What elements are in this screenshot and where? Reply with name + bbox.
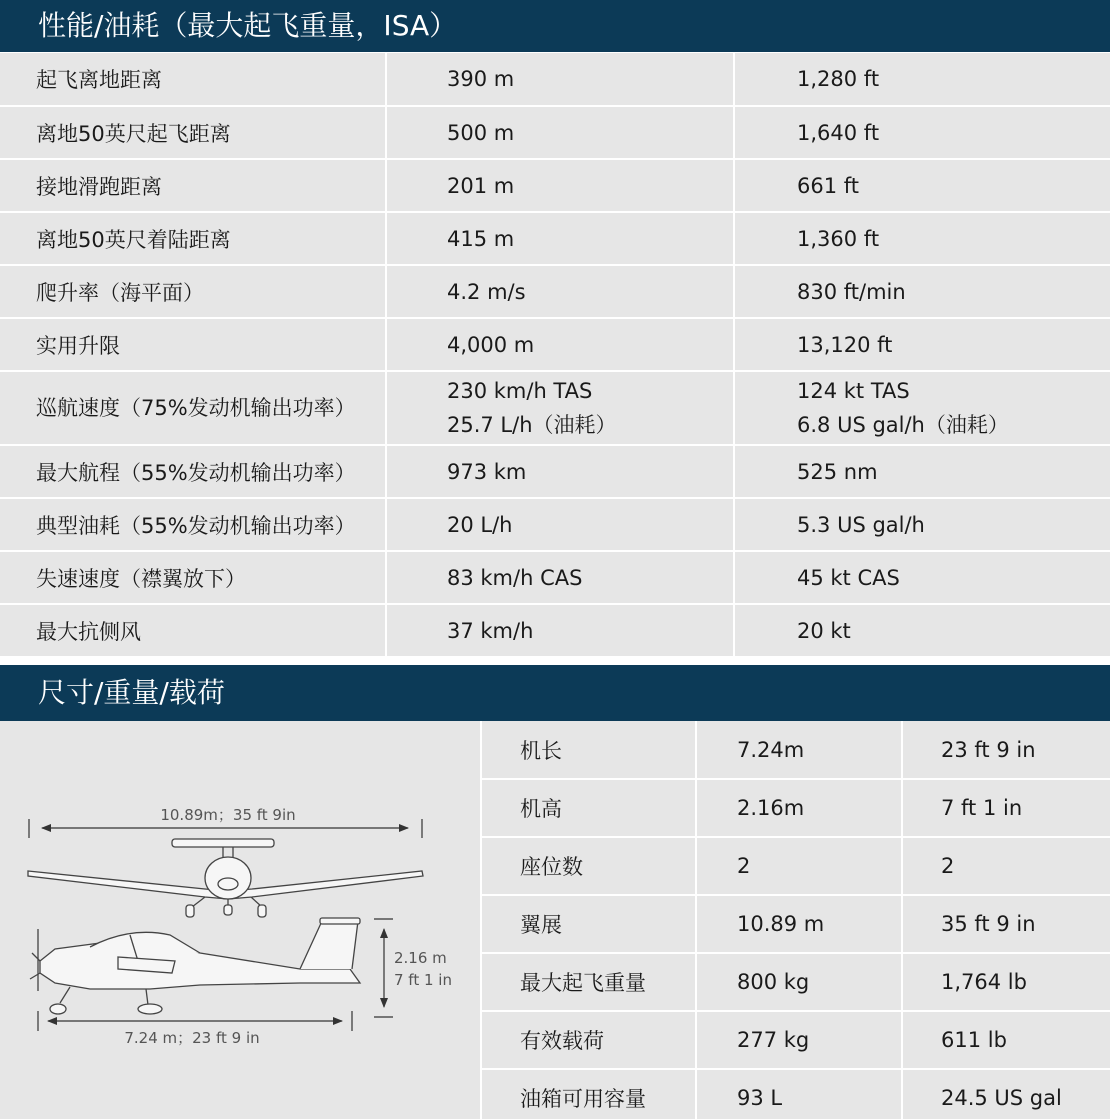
metric-value: 20 L/h: [386, 498, 734, 551]
table-row: [482, 837, 1110, 895]
table-row: [0, 212, 1110, 265]
table-row: [0, 53, 1110, 106]
metric-value-cell: [386, 371, 734, 445]
imperial-value: 611 lb: [902, 1011, 1110, 1069]
performance-table: [0, 53, 1110, 658]
table-row: [0, 498, 1110, 551]
performance-section-title: 性能/油耗（最大起飞重量，ISA）: [0, 0, 1110, 52]
row-label: 爬升率（海平面）: [0, 265, 386, 318]
row-label: 油箱可用容量: [482, 1069, 696, 1119]
table-row: [482, 1069, 1110, 1119]
row-label: 机高: [482, 779, 696, 837]
metric-value: 10.89 m: [696, 895, 902, 953]
table-row: [0, 318, 1110, 371]
row-label: 翼展: [482, 895, 696, 953]
imperial-value: 830 ft/min: [734, 265, 1110, 318]
length-label: 7.24 m；23 ft 9 in: [124, 1029, 260, 1047]
imperial-value: 661 ft: [734, 159, 1110, 212]
row-label: 典型油耗（55%发动机输出功率）: [0, 498, 386, 551]
row-label: 最大抗侧风: [0, 604, 386, 657]
imperial-value: 1,764 lb: [902, 953, 1110, 1011]
table-row: [0, 604, 1110, 657]
imperial-value: 1,360 ft: [734, 212, 1110, 265]
imperial-value: 525 nm: [734, 445, 1110, 498]
table-row: [0, 445, 1110, 498]
table-row: [0, 106, 1110, 159]
imperial-value: 5.3 US gal/h: [734, 498, 1110, 551]
row-label: 实用升限: [0, 318, 386, 371]
dimensions-table: [482, 721, 1110, 1119]
table-row: [482, 953, 1110, 1011]
metric-value: 500 m: [386, 106, 734, 159]
imperial-value: 13,120 ft: [734, 318, 1110, 371]
metric-value: 2.16m: [696, 779, 902, 837]
aircraft-dimension-diagram: [0, 721, 480, 1119]
height-label-imperial: 7 ft 1 in: [394, 971, 452, 989]
table-row: [482, 779, 1110, 837]
metric-value: 83 km/h CAS: [386, 551, 734, 604]
metric-value: 415 m: [386, 212, 734, 265]
imperial-value: 124 kt TAS: [797, 379, 910, 403]
metric-value: 390 m: [386, 53, 734, 106]
row-label: 离地50英尺着陆距离: [0, 212, 386, 265]
metric-value: 4,000 m: [386, 318, 734, 371]
row-label: 离地50英尺起飞距离: [0, 106, 386, 159]
metric-value-fuel: 25.7 L/h（油耗）: [447, 413, 617, 437]
table-row: [0, 371, 1110, 445]
row-label: 有效载荷: [482, 1011, 696, 1069]
row-label: 接地滑跑距离: [0, 159, 386, 212]
wingspan-label: 10.89m；35 ft 9in: [160, 806, 296, 824]
row-label: 巡航速度（75%发动机输出功率）: [0, 371, 386, 445]
metric-value: 201 m: [386, 159, 734, 212]
row-label: 失速速度（襟翼放下）: [0, 551, 386, 604]
table-row: [482, 895, 1110, 953]
imperial-value: 7 ft 1 in: [902, 779, 1110, 837]
metric-value: 93 L: [696, 1069, 902, 1119]
imperial-value-fuel: 6.8 US gal/h（油耗）: [797, 413, 1009, 437]
table-row: [0, 159, 1110, 212]
table-row: [482, 721, 1110, 779]
metric-value: 37 km/h: [386, 604, 734, 657]
row-label: 座位数: [482, 837, 696, 895]
imperial-value: 2: [902, 837, 1110, 895]
metric-value: 277 kg: [696, 1011, 902, 1069]
imperial-value: 45 kt CAS: [734, 551, 1110, 604]
table-row: [482, 1011, 1110, 1069]
row-label: 最大航程（55%发动机输出功率）: [0, 445, 386, 498]
aircraft-drawing-icon: [0, 721, 480, 1119]
imperial-value: 1,280 ft: [734, 53, 1110, 106]
imperial-value: 24.5 US gal: [902, 1069, 1110, 1119]
metric-value: 7.24m: [696, 721, 902, 779]
imperial-value-cell: [734, 371, 1110, 445]
table-row: [0, 551, 1110, 604]
imperial-value: 23 ft 9 in: [902, 721, 1110, 779]
imperial-value: 20 kt: [734, 604, 1110, 657]
row-label: 最大起飞重量: [482, 953, 696, 1011]
table-row: [0, 265, 1110, 318]
row-label: 机长: [482, 721, 696, 779]
metric-value: 800 kg: [696, 953, 902, 1011]
metric-value: 4.2 m/s: [386, 265, 734, 318]
height-label-metric: 2.16 m: [394, 949, 447, 967]
row-label: 起飞离地距离: [0, 53, 386, 106]
metric-value: 973 km: [386, 445, 734, 498]
metric-value: 2: [696, 837, 902, 895]
imperial-value: 1,640 ft: [734, 106, 1110, 159]
dimensions-section-title: 尺寸/重量/载荷: [0, 665, 1110, 721]
imperial-value: 35 ft 9 in: [902, 895, 1110, 953]
metric-value: 230 km/h TAS: [447, 379, 593, 403]
